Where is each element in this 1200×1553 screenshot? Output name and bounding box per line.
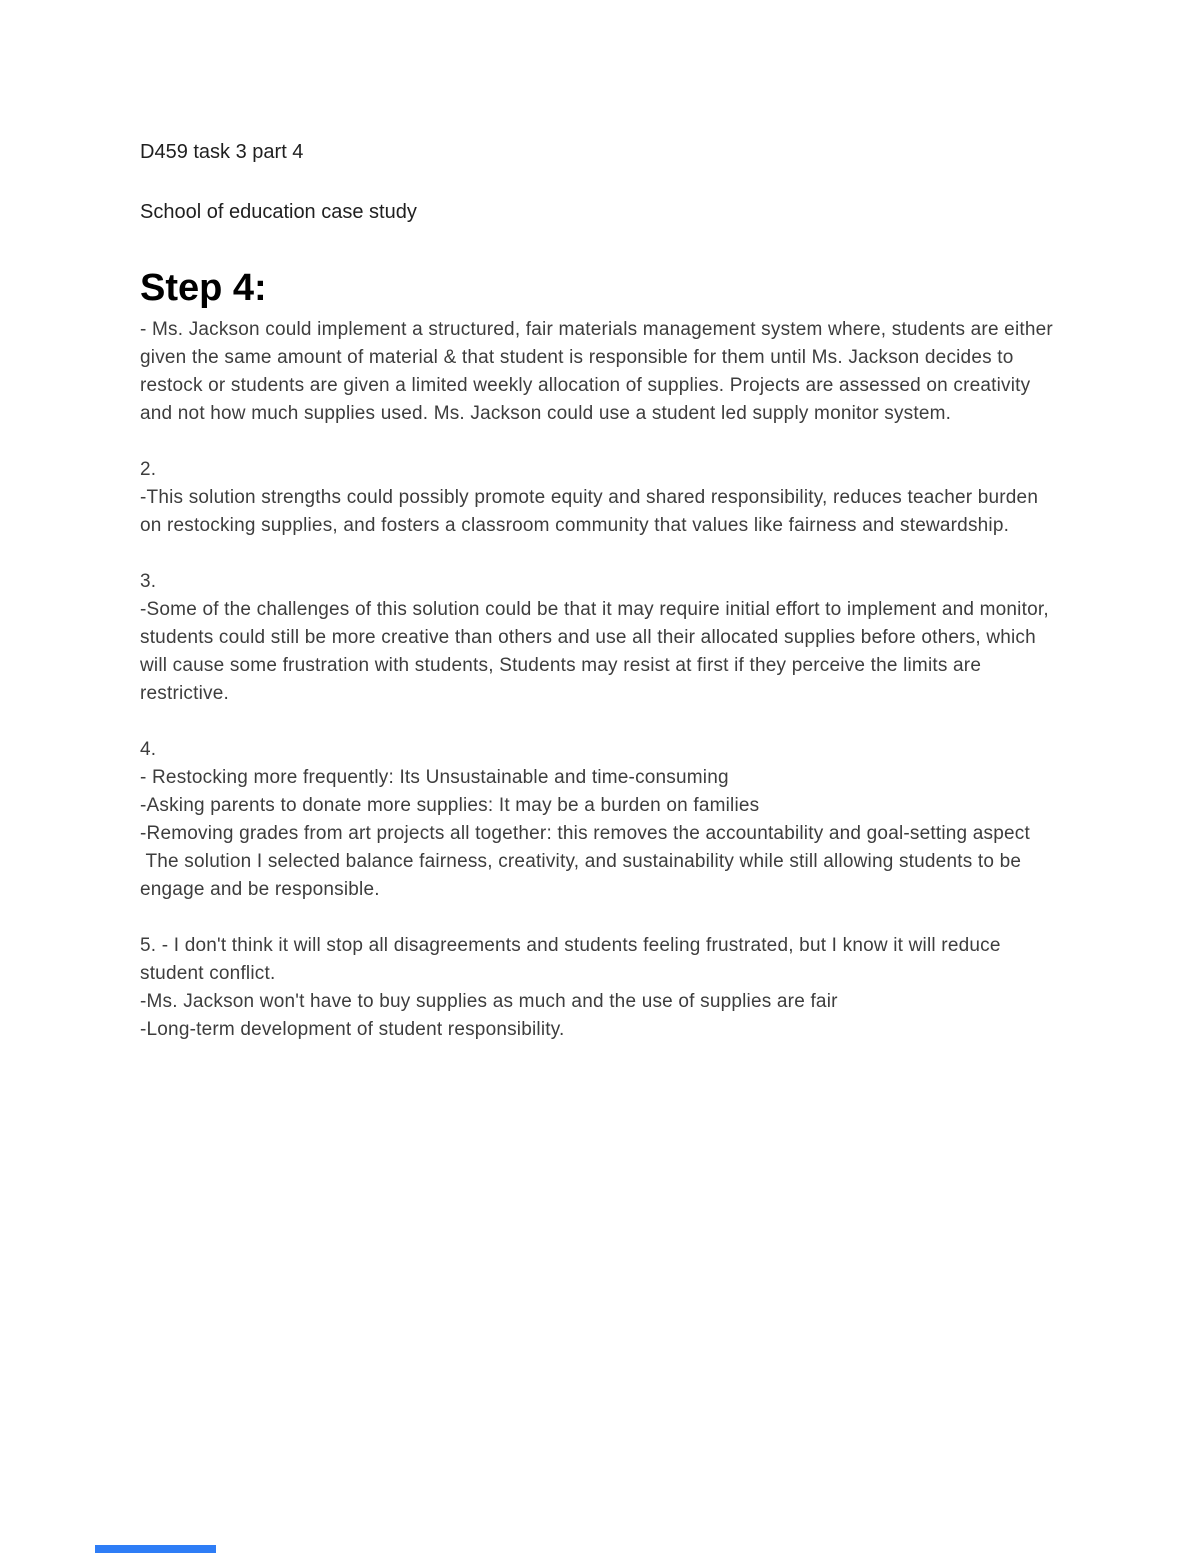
section-2 bbox=[140, 456, 1058, 540]
section-5 bbox=[140, 932, 1058, 1044]
section-3 bbox=[140, 568, 1058, 708]
section-2-label: 2. bbox=[140, 459, 157, 480]
section-4-line-3: -Removing grades from art projects all together: this removes the accountability and goal-setting aspect bbox=[140, 823, 1030, 844]
section-2-text: -This solution strengths could possibly promote equity and shared responsibility, reduces teacher burden on restocking supplies, and fosters a classroom community that values like fairness and stewardship. bbox=[140, 487, 1044, 536]
section-3-text: -Some of the challenges of this solution could be that it may require initial effort to implement and monitor, students could still be more creative than others and use all their allocated supplies before others, which will cause some frustration with students, Students may resist at first if they perceive the limits are restrictive. bbox=[140, 599, 1055, 704]
section-5-line-3: -Long-term development of student responsibility. bbox=[140, 1019, 565, 1040]
section-4-line-2: -Asking parents to donate more supplies: It may be a burden on families bbox=[140, 795, 760, 816]
section-3-label: 3. bbox=[140, 571, 157, 592]
page-bottom-accent-bar bbox=[95, 1545, 216, 1553]
section-5-line-2: -Ms. Jackson won't have to buy supplies as much and the use of supplies are fair bbox=[140, 991, 838, 1012]
section-5-line-1: 5. - I don't think it will stop all disagreements and students feeling frustrated, but I know it will reduce student conflict. bbox=[140, 935, 1007, 984]
step-heading: Step 4: bbox=[140, 267, 267, 309]
section-4-line-4: The solution I selected balance fairness, creativity, and sustainability while still allowing students to be engage and be responsible. bbox=[140, 851, 1027, 900]
doc-subtitle-1: D459 task 3 part 4 bbox=[140, 141, 304, 163]
section-4-line-1: - Restocking more frequently: Its Unsustainable and time-consuming bbox=[140, 767, 729, 788]
document-page bbox=[140, 140, 1058, 1044]
section-4 bbox=[140, 736, 1058, 904]
section-4-label: 4. bbox=[140, 739, 157, 760]
doc-subtitle-2: School of education case study bbox=[140, 201, 417, 223]
paragraph-intro: - Ms. Jackson could implement a structured, fair materials management system where, students are either given the same amount of material & that student is responsible for them until Ms. Jackson decides to restock or students are given a limited weekly allocation of supplies. Projects are assessed on creativity and not how much supplies used. Ms. Jackson could use a student led supply monitor system. bbox=[140, 319, 1059, 424]
